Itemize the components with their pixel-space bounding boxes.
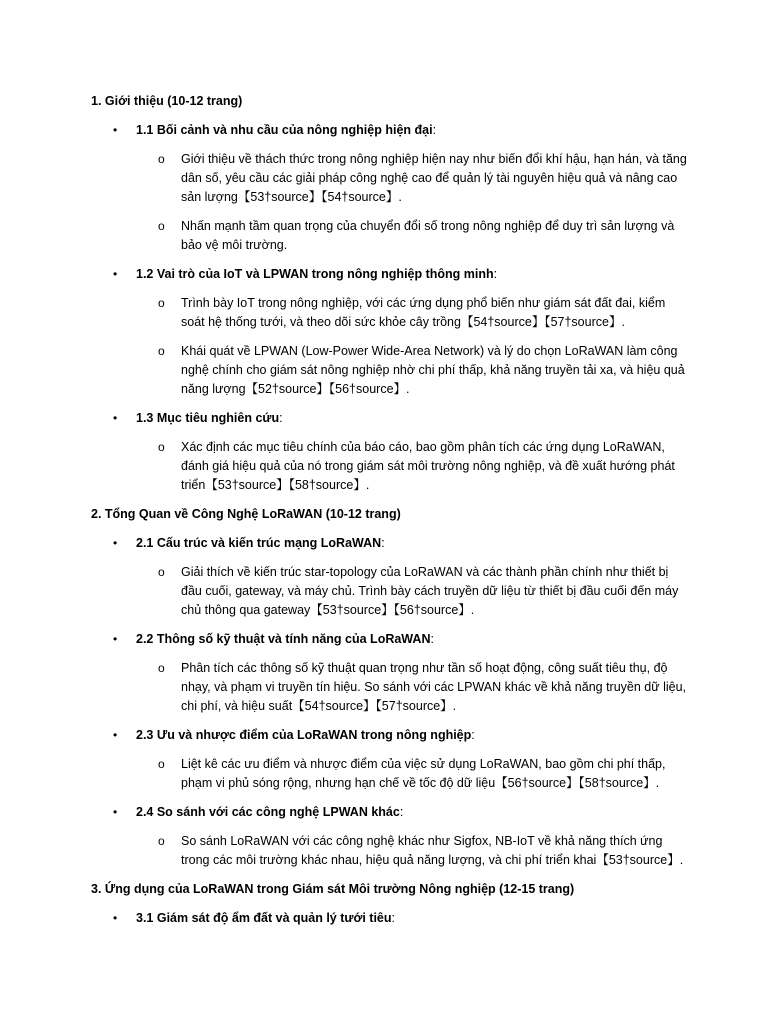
detail-text: Nhấn mạnh tầm quan trọng của chuyển đổi số trong nông nghiệp để duy trì sản lượng và bảo vệ môi trường. bbox=[181, 219, 675, 252]
bullet-icon: • bbox=[113, 911, 118, 925]
subsection-item bbox=[91, 534, 691, 553]
document-body bbox=[91, 92, 691, 938]
subsection-item bbox=[91, 121, 691, 140]
circle-bullet-icon: o bbox=[158, 296, 165, 310]
bullet-icon: • bbox=[113, 805, 118, 819]
bullet-icon: • bbox=[113, 123, 118, 137]
circle-bullet-icon: o bbox=[158, 565, 165, 579]
subsection-item bbox=[91, 630, 691, 649]
detail-text: Trình bày IoT trong nông nghiệp, với các ứng dụng phổ biến như giám sát đất đai, kiểm soát hệ thống tưới, và theo dõi sức khỏe cây trồng【54†source】【57†source】. bbox=[181, 296, 666, 329]
bullet-icon: • bbox=[113, 632, 118, 646]
section-heading: 1. Giới thiệu (10-12 trang) bbox=[91, 94, 243, 108]
detail-text: Phân tích các thông số kỹ thuật quan trọng như tần số hoạt động, công suất tiêu thụ, độ nhạy, và phạm vi truyền tín hiệu. So sánh với các LPWAN khác về khả năng truyền dữ liệu, chi phí, và hiệu suất【54†source】【57†source】. bbox=[181, 661, 687, 713]
detail-item bbox=[91, 563, 691, 620]
detail-text: Liệt kê các ưu điểm và nhược điểm của việc sử dụng LoRaWAN, bao gồm chi phí thấp, phạm vi phủ sóng rộng, nhưng hạn chế về tốc độ dữ liệu【56†source】【58†source】. bbox=[181, 757, 666, 790]
detail-text: So sánh LoRaWAN với các công nghệ khác như Sigfox, NB-IoT về khả năng thích ứng trong các môi trường khác nhau, hiệu quả năng lượng, và chi phí triển khai【53†source】. bbox=[181, 834, 684, 867]
circle-bullet-icon: o bbox=[158, 344, 165, 358]
subsection-title: 2.1 Cấu trúc và kiến trúc mạng LoRaWAN bbox=[136, 536, 382, 550]
circle-bullet-icon: o bbox=[158, 661, 165, 675]
detail-item bbox=[91, 150, 691, 207]
subsection-title: 1.1 Bối cảnh và nhu cầu của nông nghiệp hiện đại bbox=[136, 123, 433, 137]
subsection-title: 2.2 Thông số kỹ thuật và tính năng của LoRaWAN bbox=[136, 632, 431, 646]
subsection-title-suffix: : bbox=[381, 536, 385, 550]
subsection-item bbox=[91, 909, 691, 928]
subsection-item bbox=[91, 803, 691, 822]
bullet-icon: • bbox=[113, 267, 118, 281]
subsection-title: 1.2 Vai trò của IoT và LPWAN trong nông nghiệp thông minh bbox=[136, 267, 494, 281]
subsection-title: 2.3 Ưu và nhược điểm của LoRaWAN trong nông nghiệp bbox=[136, 728, 472, 742]
detail-item bbox=[91, 659, 691, 716]
subsection-title-suffix: : bbox=[399, 805, 404, 819]
subsection-title-suffix: : bbox=[430, 632, 434, 646]
detail-text: Giải thích về kiến trúc star-topology của LoRaWAN và các thành phần chính như thiết bị đầu cuối, gateway, và máy chủ. Trình bày cách truyền dữ liệu từ thiết bị đầu cuối đến máy chủ thông qua gateway【53†source】【56†source】. bbox=[181, 565, 679, 617]
circle-bullet-icon: o bbox=[158, 152, 165, 166]
bullet-icon: • bbox=[113, 728, 118, 742]
circle-bullet-icon: o bbox=[158, 440, 165, 454]
subsection-item bbox=[91, 265, 691, 284]
detail-item bbox=[91, 217, 691, 255]
section-heading: 2. Tổng Quan về Công Nghệ LoRaWAN (10-12 trang) bbox=[91, 507, 401, 521]
subsection-title-suffix: : bbox=[432, 123, 437, 137]
detail-text: Khái quát về LPWAN (Low-Power Wide-Area Network) và lý do chọn LoRaWAN làm công nghệ chính cho giám sát nông nghiệp nhờ chi phí thấp, khả năng truyền tải xa, và hiệu quả năng lượng【52†source】【56†source】. bbox=[181, 344, 685, 396]
subsection-title-suffix: : bbox=[493, 267, 498, 281]
detail-text: Giới thiệu về thách thức trong nông nghiệp hiện nay như biến đổi khí hậu, hạn hán, và tăng dân số, yêu cầu các giải pháp công nghệ cao để quản lý tài nguyên hiệu quả và nâng cao sản lượng【53†source】【54†source】. bbox=[181, 152, 687, 204]
circle-bullet-icon: o bbox=[158, 757, 165, 771]
circle-bullet-icon: o bbox=[158, 834, 165, 848]
bullet-icon: • bbox=[113, 536, 118, 550]
subsection-title: 2.4 So sánh với các công nghệ LPWAN khác bbox=[136, 805, 400, 819]
detail-item bbox=[91, 438, 691, 495]
subsection-title: 3.1 Giám sát độ ẩm đất và quản lý tưới tiêu bbox=[136, 911, 392, 925]
subsection-item bbox=[91, 726, 691, 745]
detail-item bbox=[91, 832, 691, 870]
detail-item bbox=[91, 294, 691, 332]
subsection-title-suffix: : bbox=[391, 911, 395, 925]
subsection-title-suffix: : bbox=[279, 411, 283, 425]
circle-bullet-icon: o bbox=[158, 219, 165, 233]
section-heading: 3. Ứng dụng của LoRaWAN trong Giám sát Môi trường Nông nghiệp (12-15 trang) bbox=[91, 882, 575, 896]
bullet-icon: • bbox=[113, 411, 118, 425]
subsection-item bbox=[91, 409, 691, 428]
subsection-title: 1.3 Mục tiêu nghiên cứu bbox=[136, 411, 280, 425]
detail-text: Xác định các mục tiêu chính của báo cáo, bao gồm phân tích các ứng dụng LoRaWAN, đánh giá hiệu quả của nó trong giám sát môi trường nông nghiệp, và đề xuất hướng phát triển【53†source】【58†source】. bbox=[181, 440, 675, 492]
subsection-title-suffix: : bbox=[471, 728, 475, 742]
detail-item bbox=[91, 342, 691, 399]
detail-item bbox=[91, 755, 691, 793]
